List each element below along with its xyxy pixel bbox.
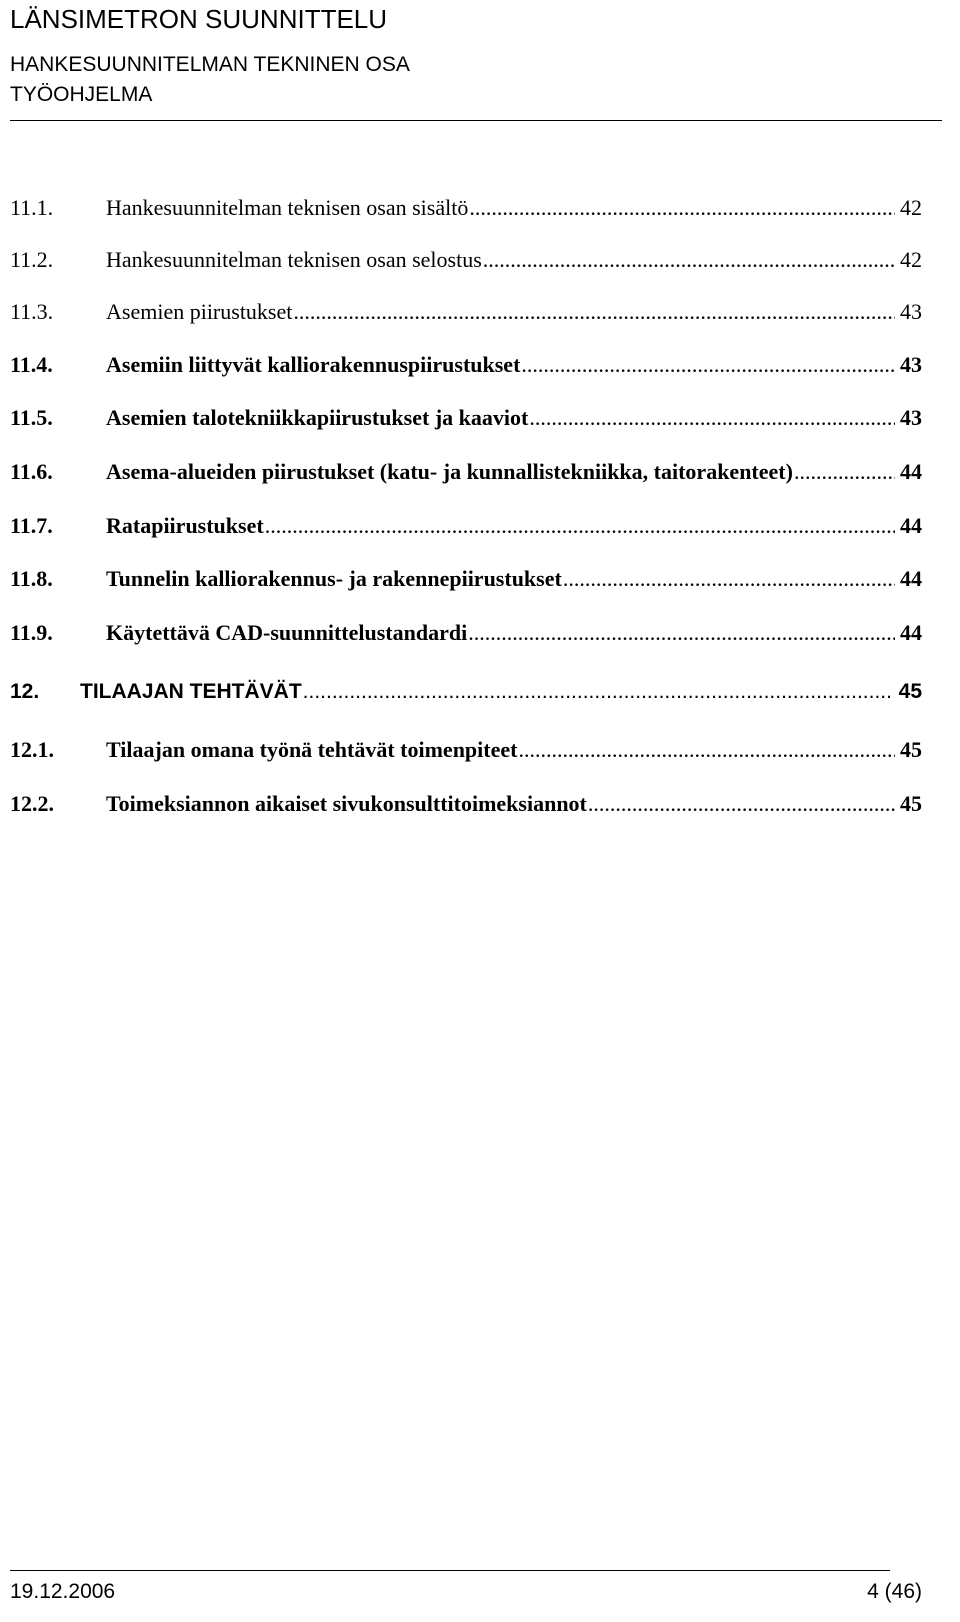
document-subtitle: HANKESUUNNITELMAN TEKNINEN OSA: [10, 53, 410, 76]
document-section: TYÖOHJELMA: [10, 83, 153, 106]
toc-entry-page: 44: [900, 513, 922, 538]
footer-date: 19.12.2006: [10, 1580, 116, 1603]
toc-entry-title: Ratapiirustukset: [106, 513, 264, 538]
toc-entry-page: 43: [900, 299, 922, 324]
toc-dot-leader: [563, 565, 895, 593]
toc-dot-leader: [265, 512, 895, 540]
toc-dot-leader: [303, 678, 894, 706]
toc-entry-title: Asema-alueiden piirustukset (katu- ja kunnallistekniikka, taitorakenteet): [106, 459, 793, 484]
toc-dot-leader: [483, 246, 895, 274]
footer-divider: [10, 1570, 890, 1571]
toc-entry-title: Käytettävä CAD-suunnittelustandardi: [106, 620, 468, 645]
toc-entry-number: 12.: [10, 680, 40, 703]
toc-entry-page: 44: [900, 566, 922, 591]
header-divider: [10, 120, 942, 121]
toc-entry-number: 11.2.: [10, 247, 54, 272]
footer-page-number: 4 (46): [867, 1580, 922, 1603]
toc-entry-number: 11.5.: [10, 405, 53, 430]
toc-entry-page: 43: [900, 405, 922, 430]
toc-dot-leader: [293, 298, 895, 326]
toc-entry-number: 12.2.: [10, 791, 54, 816]
toc-entry-page: 44: [900, 620, 922, 645]
toc-entry-page: 44: [900, 459, 922, 484]
toc-entry-title: Tilaajan omana työnä tehtävät toimenpiteet: [106, 737, 518, 762]
toc-entry[interactable]: [10, 790, 922, 818]
toc-entry[interactable]: [10, 298, 922, 326]
toc-entry-title: TILAAJAN TEHTÄVÄT: [80, 680, 302, 703]
toc-dot-leader: [518, 736, 895, 764]
toc-entry-page: 42: [900, 195, 922, 220]
toc-entry-title: Hankesuunnitelman teknisen osan selostus: [106, 247, 482, 272]
toc-entry-number: 12.1.: [10, 737, 54, 762]
toc-entry[interactable]: [10, 565, 922, 593]
toc-entry-page: 45: [900, 737, 922, 762]
toc-entry-number: 11.7.: [10, 513, 53, 538]
toc-entry-title: Toimeksiannon aikaiset sivukonsulttitoimeksiannot: [106, 791, 587, 816]
toc-entry[interactable]: [10, 736, 922, 764]
toc-dot-leader: [794, 458, 895, 486]
toc-entry[interactable]: [10, 194, 922, 222]
toc-entry-number: 11.6.: [10, 459, 53, 484]
toc-entry-number: 11.8.: [10, 566, 53, 591]
toc-entry[interactable]: [10, 404, 922, 432]
toc-entry-title: Asemien talotekniikkapiirustukset ja kaaviot: [106, 405, 529, 430]
toc-entry-number: 11.1.: [10, 195, 54, 220]
toc-entry[interactable]: [10, 512, 922, 540]
toc-dot-leader: [588, 790, 895, 818]
document-title: LÄNSIMETRON SUUNNITTELU: [10, 4, 388, 34]
toc-entry-title: Tunnelin kalliorakennus- ja rakennepiirustukset: [106, 566, 562, 591]
toc-entry-page: 42: [900, 247, 922, 272]
toc-entry-number: 11.3.: [10, 299, 54, 324]
toc-entry-title: Asemien piirustukset: [106, 299, 293, 324]
toc-dot-leader: [468, 619, 895, 647]
toc-dot-leader: [529, 404, 895, 432]
toc-entry-chapter[interactable]: [10, 678, 922, 706]
toc-dot-leader: [469, 194, 895, 222]
toc-entry-page: 45: [898, 680, 922, 703]
toc-entry-page: 43: [900, 352, 922, 377]
toc-entry[interactable]: [10, 246, 922, 274]
toc-entry-title: Hankesuunnitelman teknisen osan sisältö: [106, 195, 469, 220]
toc-entry-number: 11.9.: [10, 620, 53, 645]
toc-entry[interactable]: [10, 351, 922, 379]
toc-entry-title: Asemiin liittyvät kalliorakennuspiirustukset: [106, 352, 521, 377]
toc-entry-page: 45: [900, 791, 922, 816]
toc-dot-leader: [521, 351, 895, 379]
toc-entry-number: 11.4.: [10, 352, 53, 377]
toc-entry[interactable]: [10, 458, 922, 486]
toc-entry[interactable]: [10, 619, 922, 647]
